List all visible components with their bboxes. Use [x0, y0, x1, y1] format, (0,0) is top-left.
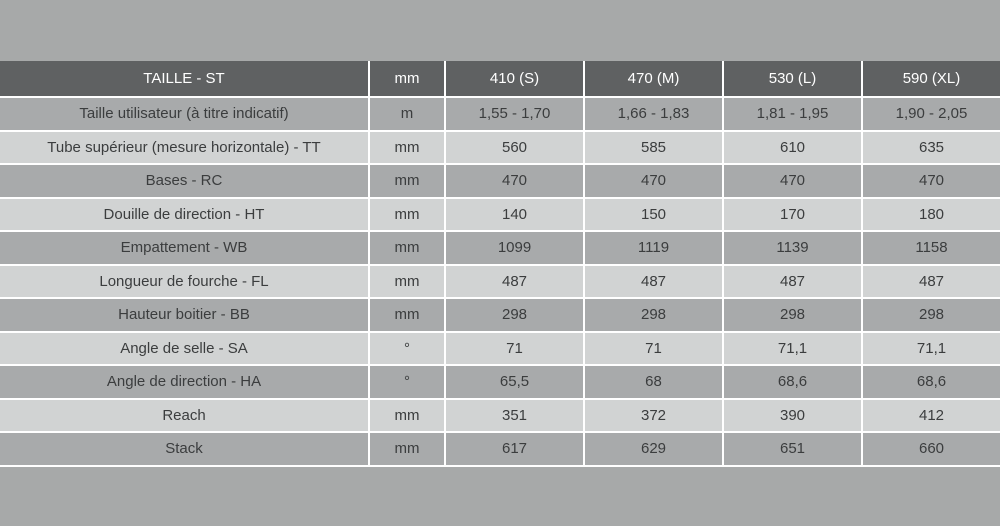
value-size-s: 298 — [445, 298, 584, 332]
row-unit: ° — [369, 365, 445, 399]
header-row — [0, 61, 1000, 97]
value-size-l: 170 — [723, 198, 862, 232]
value-size-s: 351 — [445, 399, 584, 433]
value-size-l: 68,6 — [723, 365, 862, 399]
value-size-xl: 470 — [862, 164, 1000, 198]
header-size-label: TAILLE - ST — [0, 61, 369, 97]
value-size-xl: 487 — [862, 265, 1000, 299]
value-size-s: 1,55 - 1,70 — [445, 97, 584, 131]
value-size-l: 651 — [723, 432, 862, 466]
row-label: Taille utilisateur (à titre indicatif) — [0, 97, 369, 131]
value-size-s: 65,5 — [445, 365, 584, 399]
value-size-l: 610 — [723, 131, 862, 165]
table-row — [0, 432, 1000, 466]
table-row — [0, 131, 1000, 165]
value-size-s: 560 — [445, 131, 584, 165]
row-label: Douille de direction - HT — [0, 198, 369, 232]
row-unit: mm — [369, 399, 445, 433]
table-row — [0, 298, 1000, 332]
table-row — [0, 164, 1000, 198]
header-size-m: 470 (M) — [584, 61, 723, 97]
value-size-xl: 1158 — [862, 231, 1000, 265]
row-label: Hauteur boitier - BB — [0, 298, 369, 332]
table-header — [0, 61, 1000, 97]
value-size-xl: 68,6 — [862, 365, 1000, 399]
row-unit: mm — [369, 198, 445, 232]
value-size-m: 1,66 - 1,83 — [584, 97, 723, 131]
header-size-l: 530 (L) — [723, 61, 862, 97]
row-unit: mm — [369, 265, 445, 299]
row-label: Longueur de fourche - FL — [0, 265, 369, 299]
row-label: Angle de selle - SA — [0, 332, 369, 366]
table-body — [0, 97, 1000, 466]
row-label: Tube supérieur (mesure horizontale) - TT — [0, 131, 369, 165]
row-unit: mm — [369, 131, 445, 165]
value-size-s: 470 — [445, 164, 584, 198]
value-size-xl: 412 — [862, 399, 1000, 433]
row-label: Stack — [0, 432, 369, 466]
value-size-m: 71 — [584, 332, 723, 366]
value-size-m: 68 — [584, 365, 723, 399]
value-size-m: 629 — [584, 432, 723, 466]
value-size-l: 1,81 - 1,95 — [723, 97, 862, 131]
table-row — [0, 332, 1000, 366]
value-size-m: 150 — [584, 198, 723, 232]
table-row — [0, 97, 1000, 131]
value-size-s: 487 — [445, 265, 584, 299]
value-size-m: 487 — [584, 265, 723, 299]
row-label: Reach — [0, 399, 369, 433]
value-size-m: 1119 — [584, 231, 723, 265]
row-label: Empattement - WB — [0, 231, 369, 265]
table-row — [0, 198, 1000, 232]
header-unit: mm — [369, 61, 445, 97]
row-unit: mm — [369, 231, 445, 265]
row-unit: ° — [369, 332, 445, 366]
header-size-s: 410 (S) — [445, 61, 584, 97]
value-size-s: 71 — [445, 332, 584, 366]
value-size-xl: 1,90 - 2,05 — [862, 97, 1000, 131]
header-size-xl: 590 (XL) — [862, 61, 1000, 97]
row-unit: m — [369, 97, 445, 131]
value-size-xl: 660 — [862, 432, 1000, 466]
value-size-m: 372 — [584, 399, 723, 433]
value-size-xl: 635 — [862, 131, 1000, 165]
table-row — [0, 231, 1000, 265]
row-label: Angle de direction - HA — [0, 365, 369, 399]
row-unit: mm — [369, 164, 445, 198]
geometry-table — [0, 61, 1000, 467]
value-size-l: 487 — [723, 265, 862, 299]
value-size-s: 1099 — [445, 231, 584, 265]
value-size-m: 470 — [584, 164, 723, 198]
value-size-xl: 71,1 — [862, 332, 1000, 366]
row-unit: mm — [369, 432, 445, 466]
value-size-l: 470 — [723, 164, 862, 198]
value-size-l: 1139 — [723, 231, 862, 265]
value-size-l: 390 — [723, 399, 862, 433]
value-size-l: 71,1 — [723, 332, 862, 366]
table-row — [0, 399, 1000, 433]
table-row — [0, 365, 1000, 399]
row-unit: mm — [369, 298, 445, 332]
value-size-xl: 298 — [862, 298, 1000, 332]
value-size-s: 140 — [445, 198, 584, 232]
value-size-xl: 180 — [862, 198, 1000, 232]
value-size-m: 298 — [584, 298, 723, 332]
row-label: Bases - RC — [0, 164, 369, 198]
table-row — [0, 265, 1000, 299]
value-size-s: 617 — [445, 432, 584, 466]
value-size-l: 298 — [723, 298, 862, 332]
value-size-m: 585 — [584, 131, 723, 165]
